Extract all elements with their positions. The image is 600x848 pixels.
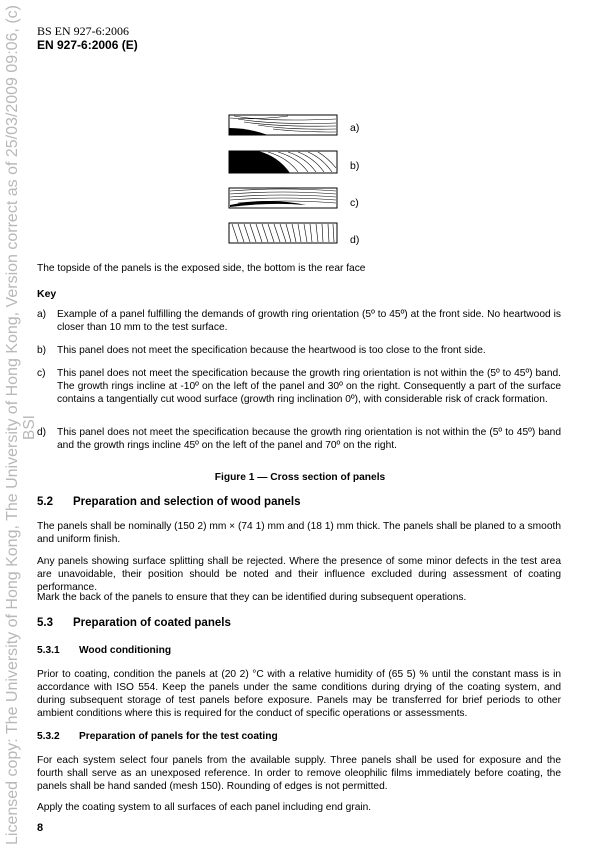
- figure-label-d: d): [350, 234, 360, 246]
- figure-label-c: c): [350, 197, 359, 209]
- heading-title: Wood conditioning: [79, 645, 172, 656]
- paragraph-5-2-1: The panels shall be nominally (150 2) mm × (74 1) mm and (18 1) mm thick. The panels shall be planed to a smooth and uniform finish.: [37, 521, 561, 545]
- paragraph-5-3-2-2: Apply the coating system to all surfaces of each panel including end grain.: [37, 802, 372, 813]
- paragraph-5-3-1: Prior to coating, condition the panels at (20 2) °C with a relative humidity of (65 5) % until the constant mass is in accordance with ISO 554. Keep the panels under the same conditions during drying of the coating system, and during subsequent storage of test panels before exposure. Panels may be transferred for brief periods to other ambient conditions where this is required for the conduct of specific operations or assessments.: [37, 669, 561, 719]
- watermark-line-2: BSI: [21, 415, 38, 440]
- heading-title: Preparation of coated panels: [73, 617, 231, 629]
- paragraph-5-2-3: Mark the back of the panels to ensure that they can be identified during subsequent operations.: [37, 592, 467, 603]
- key-item-text: This panel does not meet the specification because the heartwood is too close to the front side.: [57, 345, 486, 356]
- key-item-label: b): [37, 345, 47, 356]
- key-item-label: d): [37, 427, 47, 438]
- panel-c-drawing: [228, 187, 338, 209]
- paragraph-5-3-2-1: For each system select four panels from the available supply. Three panels shall be used for exposure and the fourth shall serve as an unexposed reference. In order to remove oleophilic films immediately before coating, the panels shall be hand sanded (mesh 150). Rounding of edges is not permitted.: [37, 755, 561, 792]
- key-item-text: This panel does not meet the specification because the growth ring orientation is not within the (5º to 45º) band. The growth rings incline at -10º on the left of the panel and 30º on the right. Consequently a part of the surface contains a tangentially cut wood surface (growth ring inclination 0º), with considerable risk of crack formation.: [57, 368, 561, 405]
- heading-number: 5.3.1: [37, 645, 60, 656]
- heading-5-3: [37, 617, 231, 629]
- heading-title: Preparation of panels for the test coating: [79, 731, 278, 742]
- topside-note: The topside of the panels is the exposed side, the bottom is the rear face: [37, 263, 366, 274]
- page-number: 8: [37, 822, 44, 834]
- heading-number: 5.3: [37, 617, 53, 629]
- heading-5-2: [37, 496, 300, 508]
- key-item-label: a): [37, 309, 47, 320]
- key-title: Key: [37, 288, 57, 300]
- figure-caption: Figure 1 — Cross section of panels: [214, 472, 386, 483]
- panel-b-drawing: [228, 150, 338, 174]
- key-item-label: c): [37, 368, 46, 379]
- panel-a-drawing: [228, 114, 338, 136]
- heading-title: Preparation and selection of wood panels: [73, 496, 301, 508]
- panel-d-drawing: [228, 222, 338, 244]
- heading-number: 5.2: [37, 496, 53, 508]
- figure-label-b: b): [350, 160, 360, 172]
- watermark-line-1: Licensed copy: The University of Hong Kong, The University of Hong Kong, Version correct as of 25/03/2009 09:06, (c): [4, 31, 21, 845]
- heading-5-3-1: [37, 645, 171, 656]
- cross-section-figure: [228, 110, 388, 250]
- key-item-text: Example of a panel fulfilling the demands of growth ring orientation (5º to 45º) at the front side. No heartwood is closer than 10 mm to the test surface.: [57, 309, 561, 333]
- paragraph-5-2-2: Any panels showing surface splitting shall be rejected. Where the presence of some minor defects in the test area are unavoidable, their position should be noted and their influence excluded during assessment of coating performance.: [37, 556, 561, 593]
- key-item-text: This panel does not meet the specification because the growth ring orientation is not within the (5º to 45º) band and the growth rings incline 45º on the left of the panel and 70º on the right.: [57, 427, 561, 451]
- heading-number: 5.3.2: [37, 731, 60, 742]
- standard-number-en: EN 927-6:2006 (E): [37, 38, 138, 52]
- figure-label-a: a): [350, 122, 360, 134]
- heading-5-3-2: [37, 731, 278, 742]
- standard-number: BS EN 927-6:2006: [37, 24, 130, 38]
